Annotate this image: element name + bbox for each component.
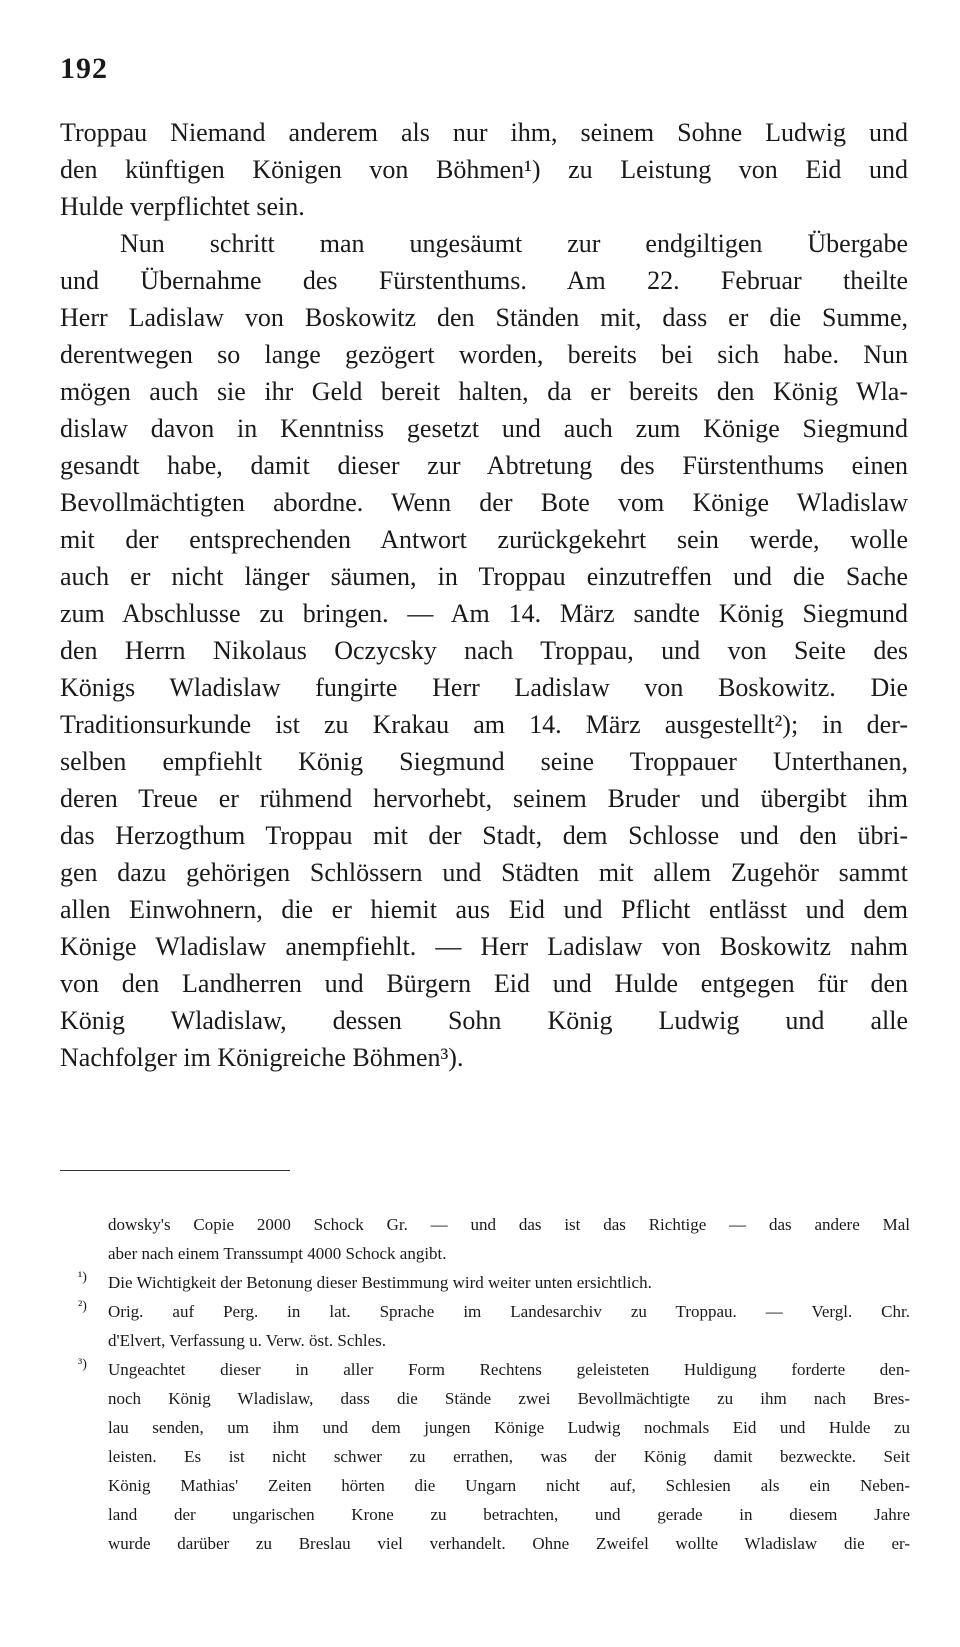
text-line: selben empfiehlt König Siegmund seine Troppauer Unterthanen,	[60, 747, 908, 776]
text-line: auch er nicht länger säumen, in Troppau einzutreffen und die Sache	[60, 562, 908, 591]
text-line: Troppau Niemand anderem als nur ihm, seinem Sohne Ludwig und	[60, 118, 908, 147]
text-line: Bevollmächtigten abordne. Wenn der Bote vom Könige Wladislaw	[60, 488, 908, 517]
page-number: 192	[60, 52, 108, 85]
text-line: derentwegen so lange gezögert worden, bereits bei sich habe. Nun	[60, 340, 908, 369]
text-line: gen dazu gehörigen Schlössern und Städten mit allem Zugehör sammt	[60, 858, 908, 887]
footnote-line	[78, 1210, 910, 1239]
text-line: mit der entsprechenden Antwort zurückgekehrt sein werde, wolle	[60, 525, 908, 554]
text-line: das Herzogthum Troppau mit der Stadt, dem Schlosse und den übri-	[60, 821, 908, 850]
footnote-line	[78, 1413, 910, 1442]
text-line: gesandt habe, damit dieser zur Abtretung des Fürstenthums einen	[60, 451, 908, 480]
footnote-separator	[60, 1170, 290, 1171]
text-line: dislaw davon in Kenntniss gesetzt und auch zum Könige Siegmund	[60, 414, 908, 443]
footnote-line	[78, 1529, 910, 1558]
footnote-text: land der ungarischen Krone zu betrachten, und gerade in diesem Jahre	[108, 1505, 910, 1524]
text-line: von den Landherren und Bürgern Eid und Hulde entgegen für den	[60, 969, 908, 998]
footnote-text: aber nach einem Transsumpt 4000 Schock angibt.	[108, 1244, 447, 1263]
text-line: deren Treue er rühmend hervorhebt, seinem Bruder und übergibt ihm	[60, 784, 908, 813]
footnote-text: leisten. Es ist nicht schwer zu errathen, was der König damit bezweckte. Seit	[108, 1447, 910, 1466]
text-line: allen Einwohnern, die er hiemit aus Eid und Pflicht entlässt und dem	[60, 895, 908, 924]
text-line: Herr Ladislaw von Boskowitz den Ständen mit, dass er die Summe,	[60, 303, 908, 332]
text-line: Traditionsurkunde ist zu Krakau am 14. März ausgestellt²); in der-	[60, 710, 908, 739]
footnote-text: noch König Wladislaw, dass die Stände zwei Bevollmächtigte zu ihm nach Bres-	[108, 1389, 910, 1408]
footnote-text: Orig. auf Perg. in lat. Sprache im Landesarchiv zu Troppau. — Vergl. Chr.	[108, 1302, 910, 1321]
text-line: Hulde verpflichtet sein.	[60, 192, 305, 221]
text-line: Nun schritt man ungesäumt zur endgiltigen Übergabe	[120, 229, 908, 258]
text-line: Nachfolger im Königreiche Böhmen³).	[60, 1043, 464, 1072]
footnotes	[78, 1210, 910, 1558]
footnote-line: ³) Ungeachtet dieser in aller Form Rechtens geleisteten Huldigung forderte den-	[78, 1357, 910, 1379]
footnote-line	[78, 1442, 910, 1471]
footnote-text: dowsky's Copie 2000 Schock Gr. — und das ist das Richtige — das andere Mal	[108, 1215, 910, 1234]
text-line: Königs Wladislaw fungirte Herr Ladislaw von Boskowitz. Die	[60, 673, 908, 702]
footnote-line: ²) Orig. auf Perg. in lat. Sprache im Landesarchiv zu Troppau. — Vergl. Chr.	[78, 1299, 910, 1321]
footnote-line	[78, 1239, 910, 1268]
footnote-text: wurde darüber zu Breslau viel verhandelt. Ohne Zweifel wollte Wladislaw die er-	[108, 1534, 910, 1553]
text-line: zum Abschlusse zu bringen. — Am 14. März sandte König Siegmund	[60, 599, 908, 628]
text-line: und Übernahme des Fürstenthums. Am 22. Februar theilte	[60, 266, 908, 295]
text-line: den künftigen Königen von Böhmen¹) zu Leistung von Eid und	[60, 155, 908, 184]
text-line: mögen auch sie ihr Geld bereit halten, da er bereits den König Wla-	[60, 377, 908, 406]
footnote-text: König Mathias' Zeiten hörten die Ungarn nicht auf, Schlesien als ein Neben-	[108, 1476, 910, 1495]
text-line: König Wladislaw, dessen Sohn König Ludwig und alle	[60, 1006, 908, 1035]
text-line: Könige Wladislaw anempfiehlt. — Herr Ladislaw von Boskowitz nahm	[60, 932, 908, 961]
footnote-line	[78, 1384, 910, 1413]
text-line: den Herrn Nikolaus Oczycsky nach Troppau, und von Seite des	[60, 636, 908, 665]
footnote-text: d'Elvert, Verfassung u. Verw. öst. Schles.	[108, 1331, 387, 1350]
footnote-text: lau senden, um ihm und dem jungen Könige Ludwig nochmals Eid und Hulde zu	[108, 1418, 910, 1437]
footnote-line: ¹) Die Wichtigkeit der Betonung dieser Bestimmung wird weiter unten ersichtlich.	[78, 1270, 652, 1292]
footnote-text: Ungeachtet dieser in aller Form Rechtens geleisteten Huldigung forderte den-	[108, 1360, 910, 1379]
footnote-text: Die Wichtigkeit der Betonung dieser Bestimmung wird weiter unten ersichtlich.	[108, 1273, 652, 1292]
footnote-line	[78, 1500, 910, 1529]
footnote-line	[78, 1471, 910, 1500]
footnote-line	[78, 1326, 910, 1355]
main-text	[60, 114, 908, 1076]
